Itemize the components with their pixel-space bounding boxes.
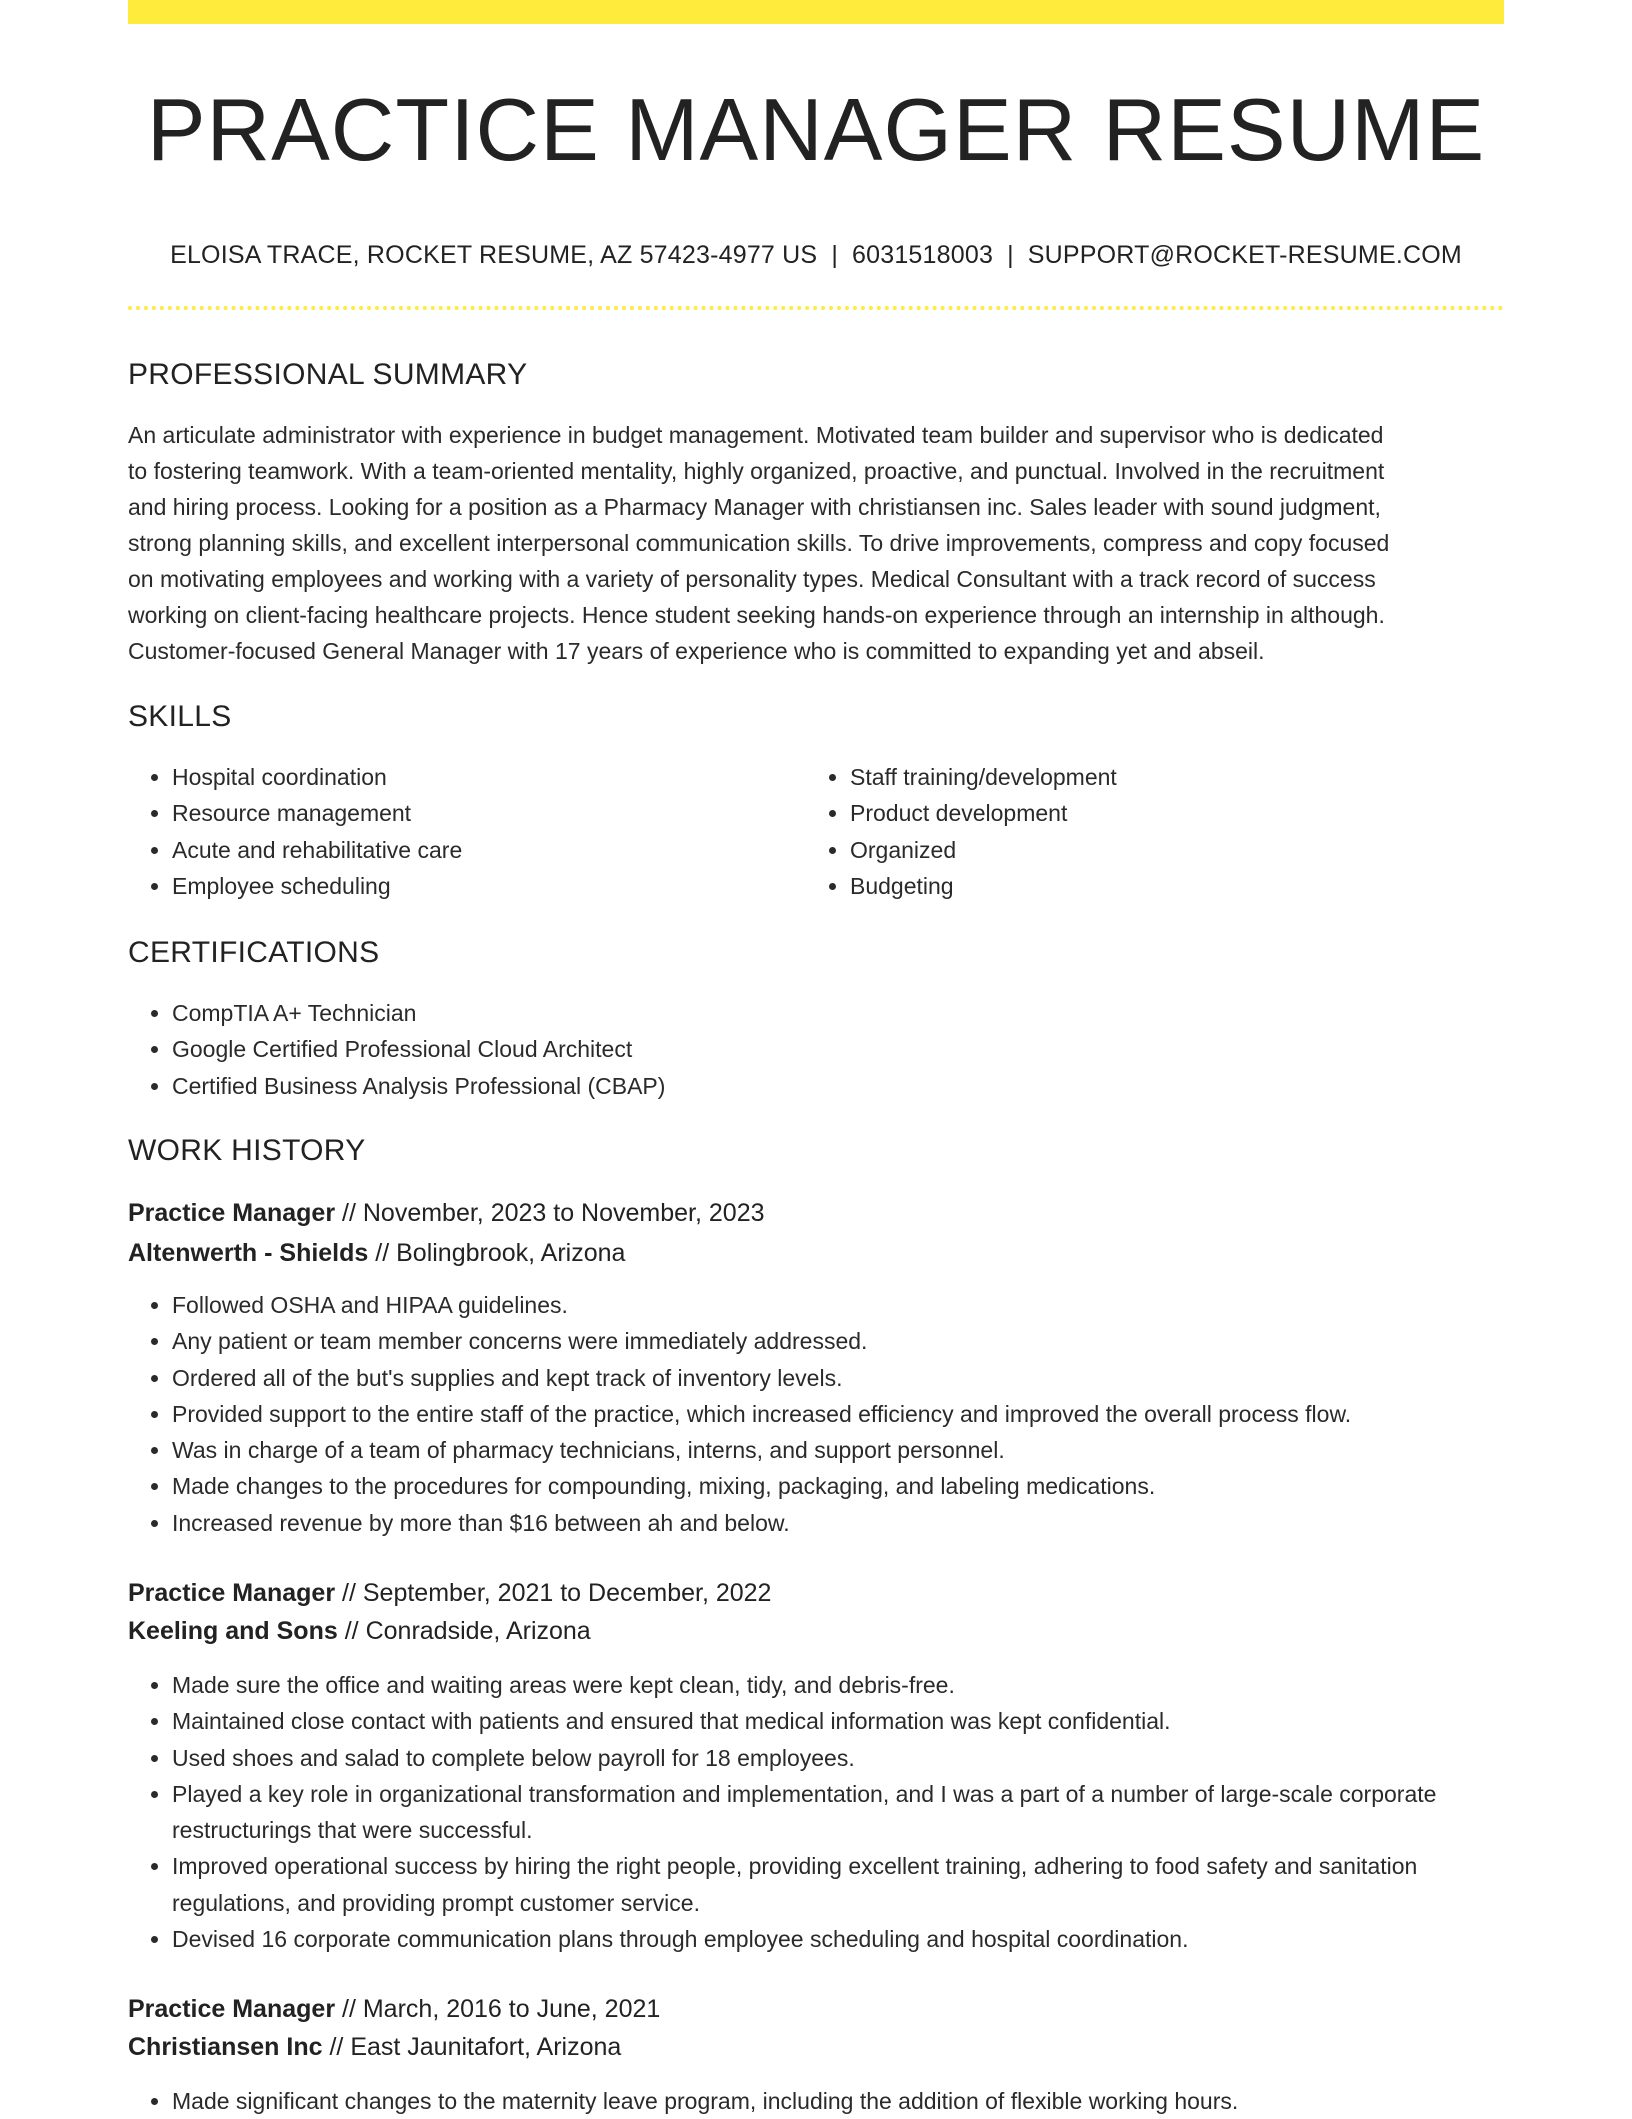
job-bullets [128, 1667, 1508, 1957]
job-bullet: • Ordered all of the but's supplies and kept track of inventory levels. [172, 1360, 1548, 1396]
job-title: Practice Manager [128, 1579, 336, 1607]
resume-title: PRACTICE MANAGER RESUME [146, 80, 1486, 179]
summary-line: working on client-facing healthcare projects. Hence student seeking hands-on experience through an internship in although. [128, 602, 1385, 628]
job-company-line [128, 1613, 591, 1649]
job-bullet: • Improved operational success by hiring the right people, providing excellent training, adhering to food safety and sanitation regulations, and providing prompt customer service. [172, 1848, 1508, 1921]
skill-item: • Acute and rehabilitative care [172, 832, 812, 868]
job-location: Conradside, Arizona [365, 1617, 591, 1645]
job-bullet: • Made changes to the procedures for compounding, mixing, packaging, and labeling medications. [172, 1468, 1548, 1504]
job-title-line [128, 1195, 765, 1231]
contact-separator: | [1007, 241, 1014, 269]
accent-top-bar [128, 0, 1504, 24]
summary-line: An articulate administrator with experience in budget management. Motivated team builder and supervisor who is dedicated [128, 422, 1384, 448]
summary-line: strong planning skills, and excellent interpersonal communication skills. To drive improvements, compress and copy focused [128, 530, 1390, 556]
certifications-list [128, 995, 1472, 1104]
summary-paragraph [128, 417, 1504, 669]
dotted-divider [128, 306, 1504, 310]
job-bullet: • Devised 16 corporate communication plans through employee scheduling and hospital coordination. [172, 1921, 1508, 1957]
job-bullets [128, 1287, 1548, 1541]
contact-email: SUPPORT@ROCKET-RESUME.COM [1027, 241, 1462, 269]
skills-list-left [128, 759, 812, 904]
job-bullet: • Increased revenue by more than $16 between ah and below. [172, 1505, 1548, 1541]
job-separator: // [342, 1199, 356, 1227]
skill-item: • Employee scheduling [172, 868, 812, 904]
skill-item: • Product development [850, 795, 1490, 831]
job-location: East Jaunitafort, Arizona [350, 2033, 622, 2061]
certification-item: • Google Certified Professional Cloud Architect [172, 1031, 1472, 1067]
summary-line: Customer-focused General Manager with 17 years of experience who is committed to expanding yet and abseil. [128, 638, 1265, 664]
job-dates: March, 2016 to June, 2021 [362, 1995, 661, 2023]
job-separator: // [375, 1239, 390, 1267]
job-bullet: • Followed OSHA and HIPAA guidelines. [172, 1287, 1548, 1323]
contact-separator: | [831, 241, 839, 269]
job-bullet: • Played a key role in organizational transformation and implementation, and I was a part of a number of large-scale corporate restructurings that were successful. [172, 1776, 1508, 1849]
job-separator: // [342, 1995, 356, 2023]
job-separator: // [329, 2033, 344, 2061]
skill-item: • Staff training/development [850, 759, 1490, 795]
summary-line: on motivating employees and working with a variety of personality types. Medical Consultant with a track record of success [128, 566, 1376, 592]
skill-item: • Organized [850, 832, 1490, 868]
job-company: Christiansen Inc [128, 2033, 323, 2061]
work-history-heading: WORK HISTORY [128, 1134, 366, 1167]
job-bullet: • Any patient or team member concerns were immediately addressed. [172, 1323, 1548, 1359]
job-separator: // [342, 1579, 356, 1607]
skills-list-right [806, 759, 1490, 904]
job-title-line [128, 1575, 771, 1611]
certifications-heading: CERTIFICATIONS [128, 936, 380, 969]
job-title-line [128, 1991, 660, 2027]
skill-item: • Hospital coordination [172, 759, 812, 795]
certification-item: • Certified Business Analysis Professional (CBAP) [172, 1068, 1472, 1104]
job-location: Bolingbrook, Arizona [396, 1239, 626, 1267]
job-bullet: • Used shoes and salad to complete below payroll for 18 employees. [172, 1740, 1508, 1776]
job-bullet: • Made significant changes to the maternity leave program, including the addition of flexible working hours. [172, 2083, 1548, 2119]
certification-item: • CompTIA A+ Technician [172, 995, 1472, 1031]
job-separator: // [344, 1617, 359, 1645]
job-company: Altenwerth - Shields [128, 1239, 369, 1267]
contact-address: ELOISA TRACE, ROCKET RESUME, AZ 57423-4977 US [170, 241, 818, 269]
contact-phone: 6031518003 [852, 241, 994, 269]
job-title: Practice Manager [128, 1199, 336, 1227]
job-bullet: • Maintained close contact with patients and ensured that medical information was kept confidential. [172, 1703, 1508, 1739]
job-company-line [128, 2029, 621, 2065]
summary-line: to fostering teamwork. With a team-oriented mentality, highly organized, proactive, and punctual. Involved in the recruitment [128, 458, 1385, 484]
skills-heading: SKILLS [128, 700, 232, 733]
job-company-line [128, 1235, 625, 1271]
job-title: Practice Manager [128, 1995, 336, 2023]
job-bullets [128, 2083, 1548, 2119]
job-bullet: • Was in charge of a team of pharmacy technicians, interns, and support personnel. [172, 1432, 1548, 1468]
summary-heading: PROFESSIONAL SUMMARY [128, 358, 528, 391]
job-dates: November, 2023 to November, 2023 [362, 1199, 765, 1227]
job-bullet: • Provided support to the entire staff of the practice, which increased efficiency and improved the overall process flow. [172, 1396, 1548, 1432]
job-dates: September, 2021 to December, 2022 [362, 1579, 772, 1607]
skill-item: • Resource management [172, 795, 812, 831]
skill-item: • Budgeting [850, 868, 1490, 904]
job-company: Keeling and Sons [128, 1617, 338, 1645]
contact-line [128, 238, 1504, 272]
summary-line: and hiring process. Looking for a position as a Pharmacy Manager with christiansen inc. Sales leader with sound judgment, [128, 494, 1381, 520]
job-bullet: • Made sure the office and waiting areas were kept clean, tidy, and debris-free. [172, 1667, 1508, 1703]
